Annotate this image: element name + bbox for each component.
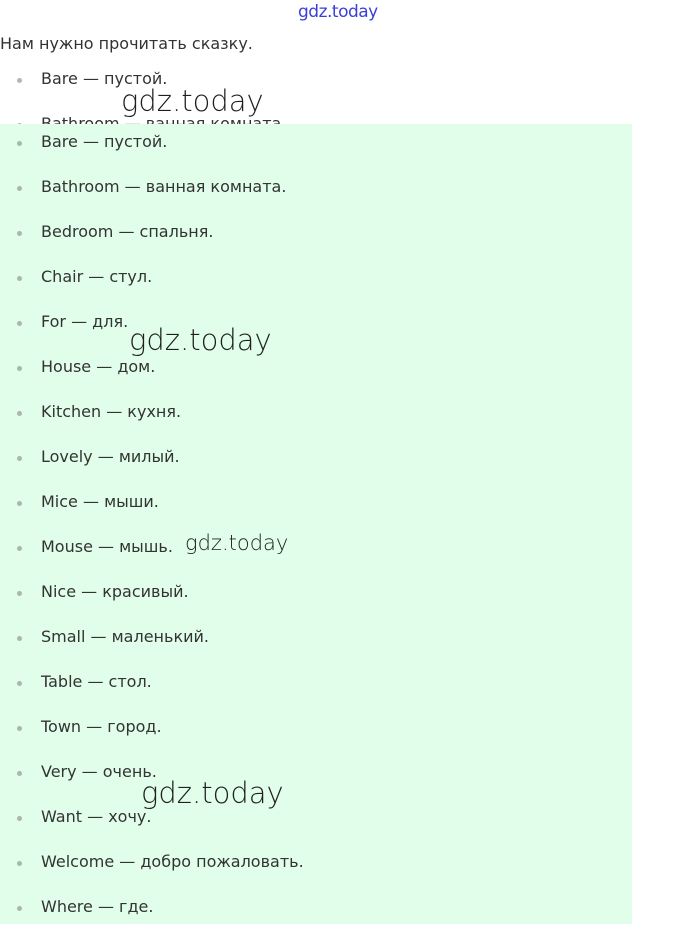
vocabulary-item: Very — очень.: [0, 761, 304, 806]
intro-text: Нам нужно прочитать сказку.: [0, 34, 253, 53]
watermark-text: gdz.today: [121, 84, 264, 118]
vocabulary-item: Kitchen — кухня.: [0, 401, 304, 446]
vocabulary-item: Chair — стул.: [0, 266, 304, 311]
vocabulary-item: Want — хочу.: [0, 806, 304, 851]
vocabulary-item: Bare — пустой.: [0, 131, 304, 176]
site-logo[interactable]: gdz.today: [298, 2, 378, 22]
vocabulary-item: Lovely — милый.: [0, 446, 304, 491]
watermark-text: gdz.today: [141, 776, 284, 810]
vocabulary-item: Nice — красивый.: [0, 581, 304, 626]
vocabulary-item: Welcome — добро пожаловать.: [0, 851, 304, 896]
vocabulary-panel: [0, 124, 632, 924]
vocabulary-item: Mouse — мышь.: [0, 536, 304, 581]
list-item: Bare — пустой.: [0, 68, 286, 113]
watermark-text: gdz.today: [129, 323, 272, 357]
vocabulary-item: Table — стол.: [0, 671, 304, 716]
vocabulary-item: Mice — мыши.: [0, 491, 304, 536]
vocabulary-item: Small — маленький.: [0, 626, 304, 671]
vocabulary-item: House — дом.: [0, 356, 304, 401]
watermark-text: gdz.today: [185, 531, 289, 555]
vocabulary-item: Bathroom — ванная комната.: [0, 176, 304, 221]
vocabulary-item: Bedroom — спальня.: [0, 221, 304, 266]
vocabulary-item: For — для.: [0, 311, 304, 356]
vocabulary-item: Town — город.: [0, 716, 304, 761]
vocabulary-item: Where — где.: [0, 896, 304, 941]
